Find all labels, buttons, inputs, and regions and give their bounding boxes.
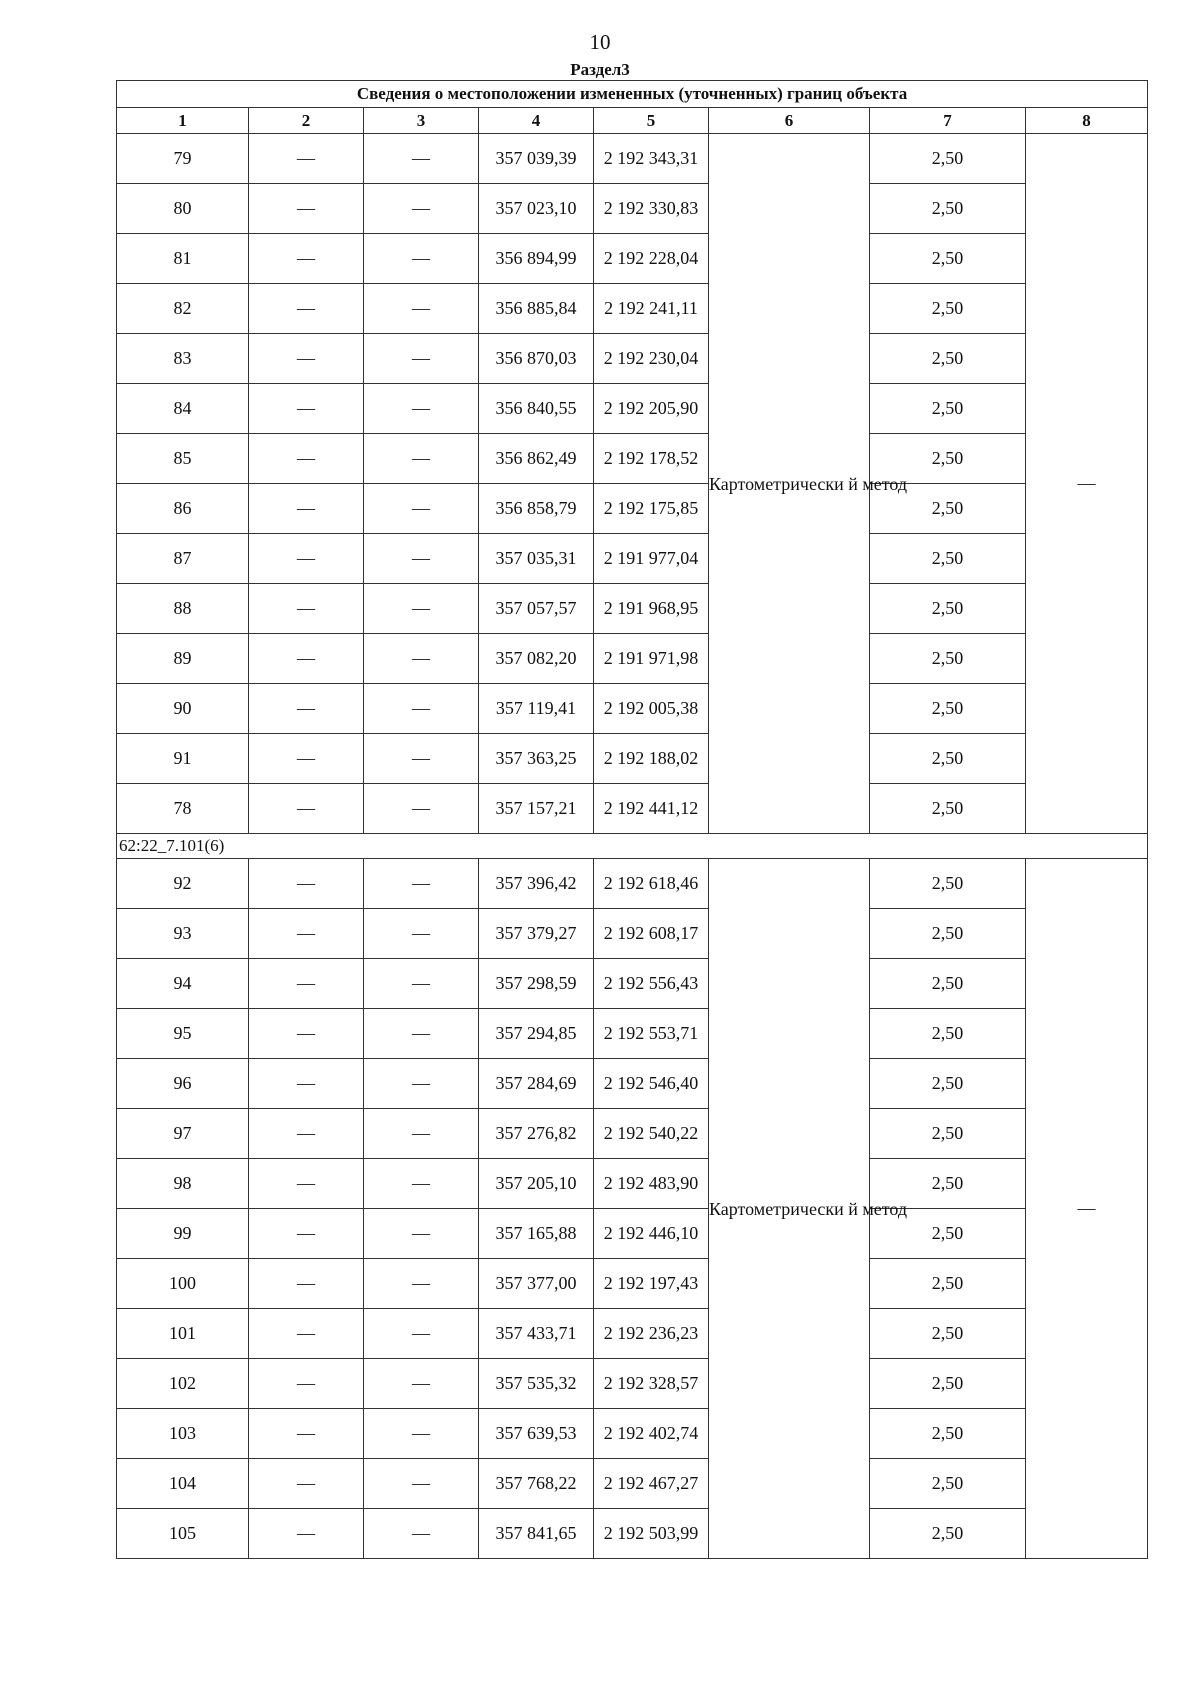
col2-cell: — [249,1309,364,1359]
table-row [117,959,1148,1009]
point-number-cell: 92 [117,859,249,909]
method-cell: Картометрически й метод [709,859,870,1559]
accuracy-cell: 2,50 [870,484,1026,534]
col3-cell: — [364,1309,479,1359]
point-number-cell: 104 [117,1459,249,1509]
table-row [117,1159,1148,1209]
col2-cell: — [249,959,364,1009]
col3-cell: — [364,484,479,534]
coordinates-table [116,80,1148,1559]
y-coordinate-cell: 2 192 553,71 [594,1009,709,1059]
accuracy-cell: 2,50 [870,1209,1026,1259]
method-cell: Картометрически й метод [709,134,870,834]
y-coordinate-cell: 2 192 402,74 [594,1409,709,1459]
col2-cell: — [249,684,364,734]
y-coordinate-cell: 2 192 230,04 [594,334,709,384]
column-header: 7 [870,108,1026,134]
y-coordinate-cell: 2 192 228,04 [594,234,709,284]
accuracy-cell: 2,50 [870,959,1026,1009]
col2-cell: — [249,1459,364,1509]
accuracy-cell: 2,50 [870,584,1026,634]
col3-cell: — [364,909,479,959]
point-number-cell: 83 [117,334,249,384]
table-row [117,184,1148,234]
accuracy-cell: 2,50 [870,234,1026,284]
point-number-cell: 102 [117,1359,249,1409]
accuracy-cell: 2,50 [870,1259,1026,1309]
col2-cell: — [249,1209,364,1259]
col8-cell: — [1026,134,1148,834]
col2-cell: — [249,1359,364,1409]
column-header: 5 [594,108,709,134]
column-header: 3 [364,108,479,134]
column-header: 6 [709,108,870,134]
y-coordinate-cell: 2 191 971,98 [594,634,709,684]
col3-cell: — [364,1259,479,1309]
point-number-cell: 105 [117,1509,249,1559]
y-coordinate-cell: 2 192 608,17 [594,909,709,959]
col3-cell: — [364,284,479,334]
col2-cell: — [249,284,364,334]
x-coordinate-cell: 357 298,59 [479,959,594,1009]
column-header: 4 [479,108,594,134]
accuracy-cell: 2,50 [870,184,1026,234]
col2-cell: — [249,634,364,684]
point-number-cell: 96 [117,1059,249,1109]
point-number-cell: 103 [117,1409,249,1459]
point-number-cell: 91 [117,734,249,784]
col2-cell: — [249,1059,364,1109]
table-row [117,1359,1148,1409]
col2-cell: — [249,384,364,434]
point-number-cell: 84 [117,384,249,434]
x-coordinate-cell: 357 284,69 [479,1059,594,1109]
point-number-cell: 101 [117,1309,249,1359]
y-coordinate-cell: 2 192 175,85 [594,484,709,534]
accuracy-cell: 2,50 [870,134,1026,184]
point-number-cell: 100 [117,1259,249,1309]
y-coordinate-cell: 2 192 446,10 [594,1209,709,1259]
x-coordinate-cell: 357 057,57 [479,584,594,634]
table-row [117,234,1148,284]
accuracy-cell: 2,50 [870,1459,1026,1509]
col3-cell: — [364,859,479,909]
table-row [117,784,1148,834]
x-coordinate-cell: 357 639,53 [479,1409,594,1459]
accuracy-cell: 2,50 [870,784,1026,834]
y-coordinate-cell: 2 192 503,99 [594,1509,709,1559]
point-number-cell: 78 [117,784,249,834]
x-coordinate-cell: 357 157,21 [479,784,594,834]
col3-cell: — [364,1209,479,1259]
col2-cell: — [249,1409,364,1459]
y-coordinate-cell: 2 192 540,22 [594,1109,709,1159]
y-coordinate-cell: 2 192 483,90 [594,1159,709,1209]
section-title: Раздел3 [570,60,630,79]
table-row [117,1309,1148,1359]
y-coordinate-cell: 2 192 005,38 [594,684,709,734]
col2-cell: — [249,134,364,184]
point-number-cell: 99 [117,1209,249,1259]
point-number-cell: 89 [117,634,249,684]
col2-cell: — [249,734,364,784]
group-label-row [117,834,1148,859]
col2-cell: — [249,1109,364,1159]
col3-cell: — [364,734,479,784]
y-coordinate-cell: 2 192 343,31 [594,134,709,184]
table-row [117,284,1148,334]
y-coordinate-cell: 2 192 556,43 [594,959,709,1009]
col2-cell: — [249,184,364,234]
point-number-cell: 79 [117,134,249,184]
accuracy-cell: 2,50 [870,1359,1026,1409]
accuracy-cell: 2,50 [870,859,1026,909]
x-coordinate-cell: 357 841,65 [479,1509,594,1559]
table-row [117,909,1148,959]
col3-cell: — [364,1409,479,1459]
col3-cell: — [364,1509,479,1559]
y-coordinate-cell: 2 191 968,95 [594,584,709,634]
x-coordinate-cell: 357 276,82 [479,1109,594,1159]
point-number-cell: 85 [117,434,249,484]
x-coordinate-cell: 357 535,32 [479,1359,594,1409]
table-row [117,134,1148,184]
table-row [117,1509,1148,1559]
x-coordinate-cell: 357 768,22 [479,1459,594,1509]
x-coordinate-cell: 357 165,88 [479,1209,594,1259]
y-coordinate-cell: 2 192 197,43 [594,1259,709,1309]
y-coordinate-cell: 2 192 467,27 [594,1459,709,1509]
accuracy-cell: 2,50 [870,534,1026,584]
accuracy-cell: 2,50 [870,684,1026,734]
accuracy-cell: 2,50 [870,1409,1026,1459]
col3-cell: — [364,234,479,284]
accuracy-cell: 2,50 [870,384,1026,434]
point-number-cell: 81 [117,234,249,284]
col3-cell: — [364,684,479,734]
x-coordinate-cell: 356 840,55 [479,384,594,434]
column-header: 8 [1026,108,1148,134]
column-header: 2 [249,108,364,134]
table-caption: Сведения о местоположении измененных (уточненных) границ объекта [117,81,1148,108]
col3-cell: — [364,784,479,834]
x-coordinate-cell: 357 396,42 [479,859,594,909]
col3-cell: — [364,334,479,384]
y-coordinate-cell: 2 192 178,52 [594,434,709,484]
y-coordinate-cell: 2 192 205,90 [594,384,709,434]
table-row [117,1009,1148,1059]
col2-cell: — [249,584,364,634]
x-coordinate-cell: 357 119,41 [479,684,594,734]
table-row [117,334,1148,384]
table-row [117,684,1148,734]
y-coordinate-cell: 2 192 330,83 [594,184,709,234]
accuracy-cell: 2,50 [870,1309,1026,1359]
y-coordinate-cell: 2 192 241,11 [594,284,709,334]
table-row [117,734,1148,784]
table-row [117,1109,1148,1159]
col3-cell: — [364,1359,479,1409]
table-row [117,584,1148,634]
accuracy-cell: 2,50 [870,1109,1026,1159]
x-coordinate-cell: 357 082,20 [479,634,594,684]
point-number-cell: 93 [117,909,249,959]
col2-cell: — [249,1009,364,1059]
col3-cell: — [364,959,479,1009]
col3-cell: — [364,1009,479,1059]
x-coordinate-cell: 356 858,79 [479,484,594,534]
table-row [117,1209,1148,1259]
column-header: 1 [117,108,249,134]
accuracy-cell: 2,50 [870,334,1026,384]
col2-cell: — [249,784,364,834]
col3-cell: — [364,534,479,584]
col3-cell: — [364,384,479,434]
accuracy-cell: 2,50 [870,734,1026,784]
col2-cell: — [249,1259,364,1309]
col2-cell: — [249,1159,364,1209]
y-coordinate-cell: 2 192 546,40 [594,1059,709,1109]
y-coordinate-cell: 2 191 977,04 [594,534,709,584]
y-coordinate-cell: 2 192 328,57 [594,1359,709,1409]
y-coordinate-cell: 2 192 236,23 [594,1309,709,1359]
accuracy-cell: 2,50 [870,1509,1026,1559]
col2-cell: — [249,909,364,959]
point-number-cell: 82 [117,284,249,334]
col2-cell: — [249,1509,364,1559]
x-coordinate-cell: 356 885,84 [479,284,594,334]
col3-cell: — [364,184,479,234]
x-coordinate-cell: 356 870,03 [479,334,594,384]
x-coordinate-cell: 357 379,27 [479,909,594,959]
point-number-cell: 88 [117,584,249,634]
table-row [117,1059,1148,1109]
col2-cell: — [249,484,364,534]
table-row [117,484,1148,534]
col2-cell: — [249,859,364,909]
col3-cell: — [364,134,479,184]
y-coordinate-cell: 2 192 618,46 [594,859,709,909]
col3-cell: — [364,1109,479,1159]
col3-cell: — [364,1459,479,1509]
col3-cell: — [364,634,479,684]
x-coordinate-cell: 357 205,10 [479,1159,594,1209]
accuracy-cell: 2,50 [870,909,1026,959]
x-coordinate-cell: 356 862,49 [479,434,594,484]
col2-cell: — [249,234,364,284]
x-coordinate-cell: 357 433,71 [479,1309,594,1359]
accuracy-cell: 2,50 [870,284,1026,334]
table-row [117,384,1148,434]
page-number: 10 [589,30,611,54]
x-coordinate-cell: 357 377,00 [479,1259,594,1309]
table-row [117,1459,1148,1509]
group-label: 62:22_7.101(6) [117,834,1148,859]
y-coordinate-cell: 2 192 441,12 [594,784,709,834]
col2-cell: — [249,434,364,484]
point-number-cell: 98 [117,1159,249,1209]
table-row [117,1259,1148,1309]
accuracy-cell: 2,50 [870,434,1026,484]
col2-cell: — [249,334,364,384]
point-number-cell: 87 [117,534,249,584]
table-row [117,634,1148,684]
accuracy-cell: 2,50 [870,1159,1026,1209]
point-number-cell: 94 [117,959,249,1009]
col3-cell: — [364,584,479,634]
table-row [117,534,1148,584]
x-coordinate-cell: 357 023,10 [479,184,594,234]
table-row [117,434,1148,484]
accuracy-cell: 2,50 [870,1059,1026,1109]
table-caption-row [117,81,1148,108]
col8-cell: — [1026,859,1148,1559]
accuracy-cell: 2,50 [870,634,1026,684]
y-coordinate-cell: 2 192 188,02 [594,734,709,784]
accuracy-cell: 2,50 [870,1009,1026,1059]
x-coordinate-cell: 357 035,31 [479,534,594,584]
point-number-cell: 90 [117,684,249,734]
point-number-cell: 86 [117,484,249,534]
x-coordinate-cell: 357 294,85 [479,1009,594,1059]
point-number-cell: 95 [117,1009,249,1059]
x-coordinate-cell: 357 363,25 [479,734,594,784]
x-coordinate-cell: 356 894,99 [479,234,594,284]
col3-cell: — [364,1159,479,1209]
col3-cell: — [364,1059,479,1109]
col3-cell: — [364,434,479,484]
x-coordinate-cell: 357 039,39 [479,134,594,184]
point-number-cell: 97 [117,1109,249,1159]
table-header-row [117,108,1148,134]
table-row [117,859,1148,909]
point-number-cell: 80 [117,184,249,234]
table-row [117,1409,1148,1459]
col2-cell: — [249,534,364,584]
